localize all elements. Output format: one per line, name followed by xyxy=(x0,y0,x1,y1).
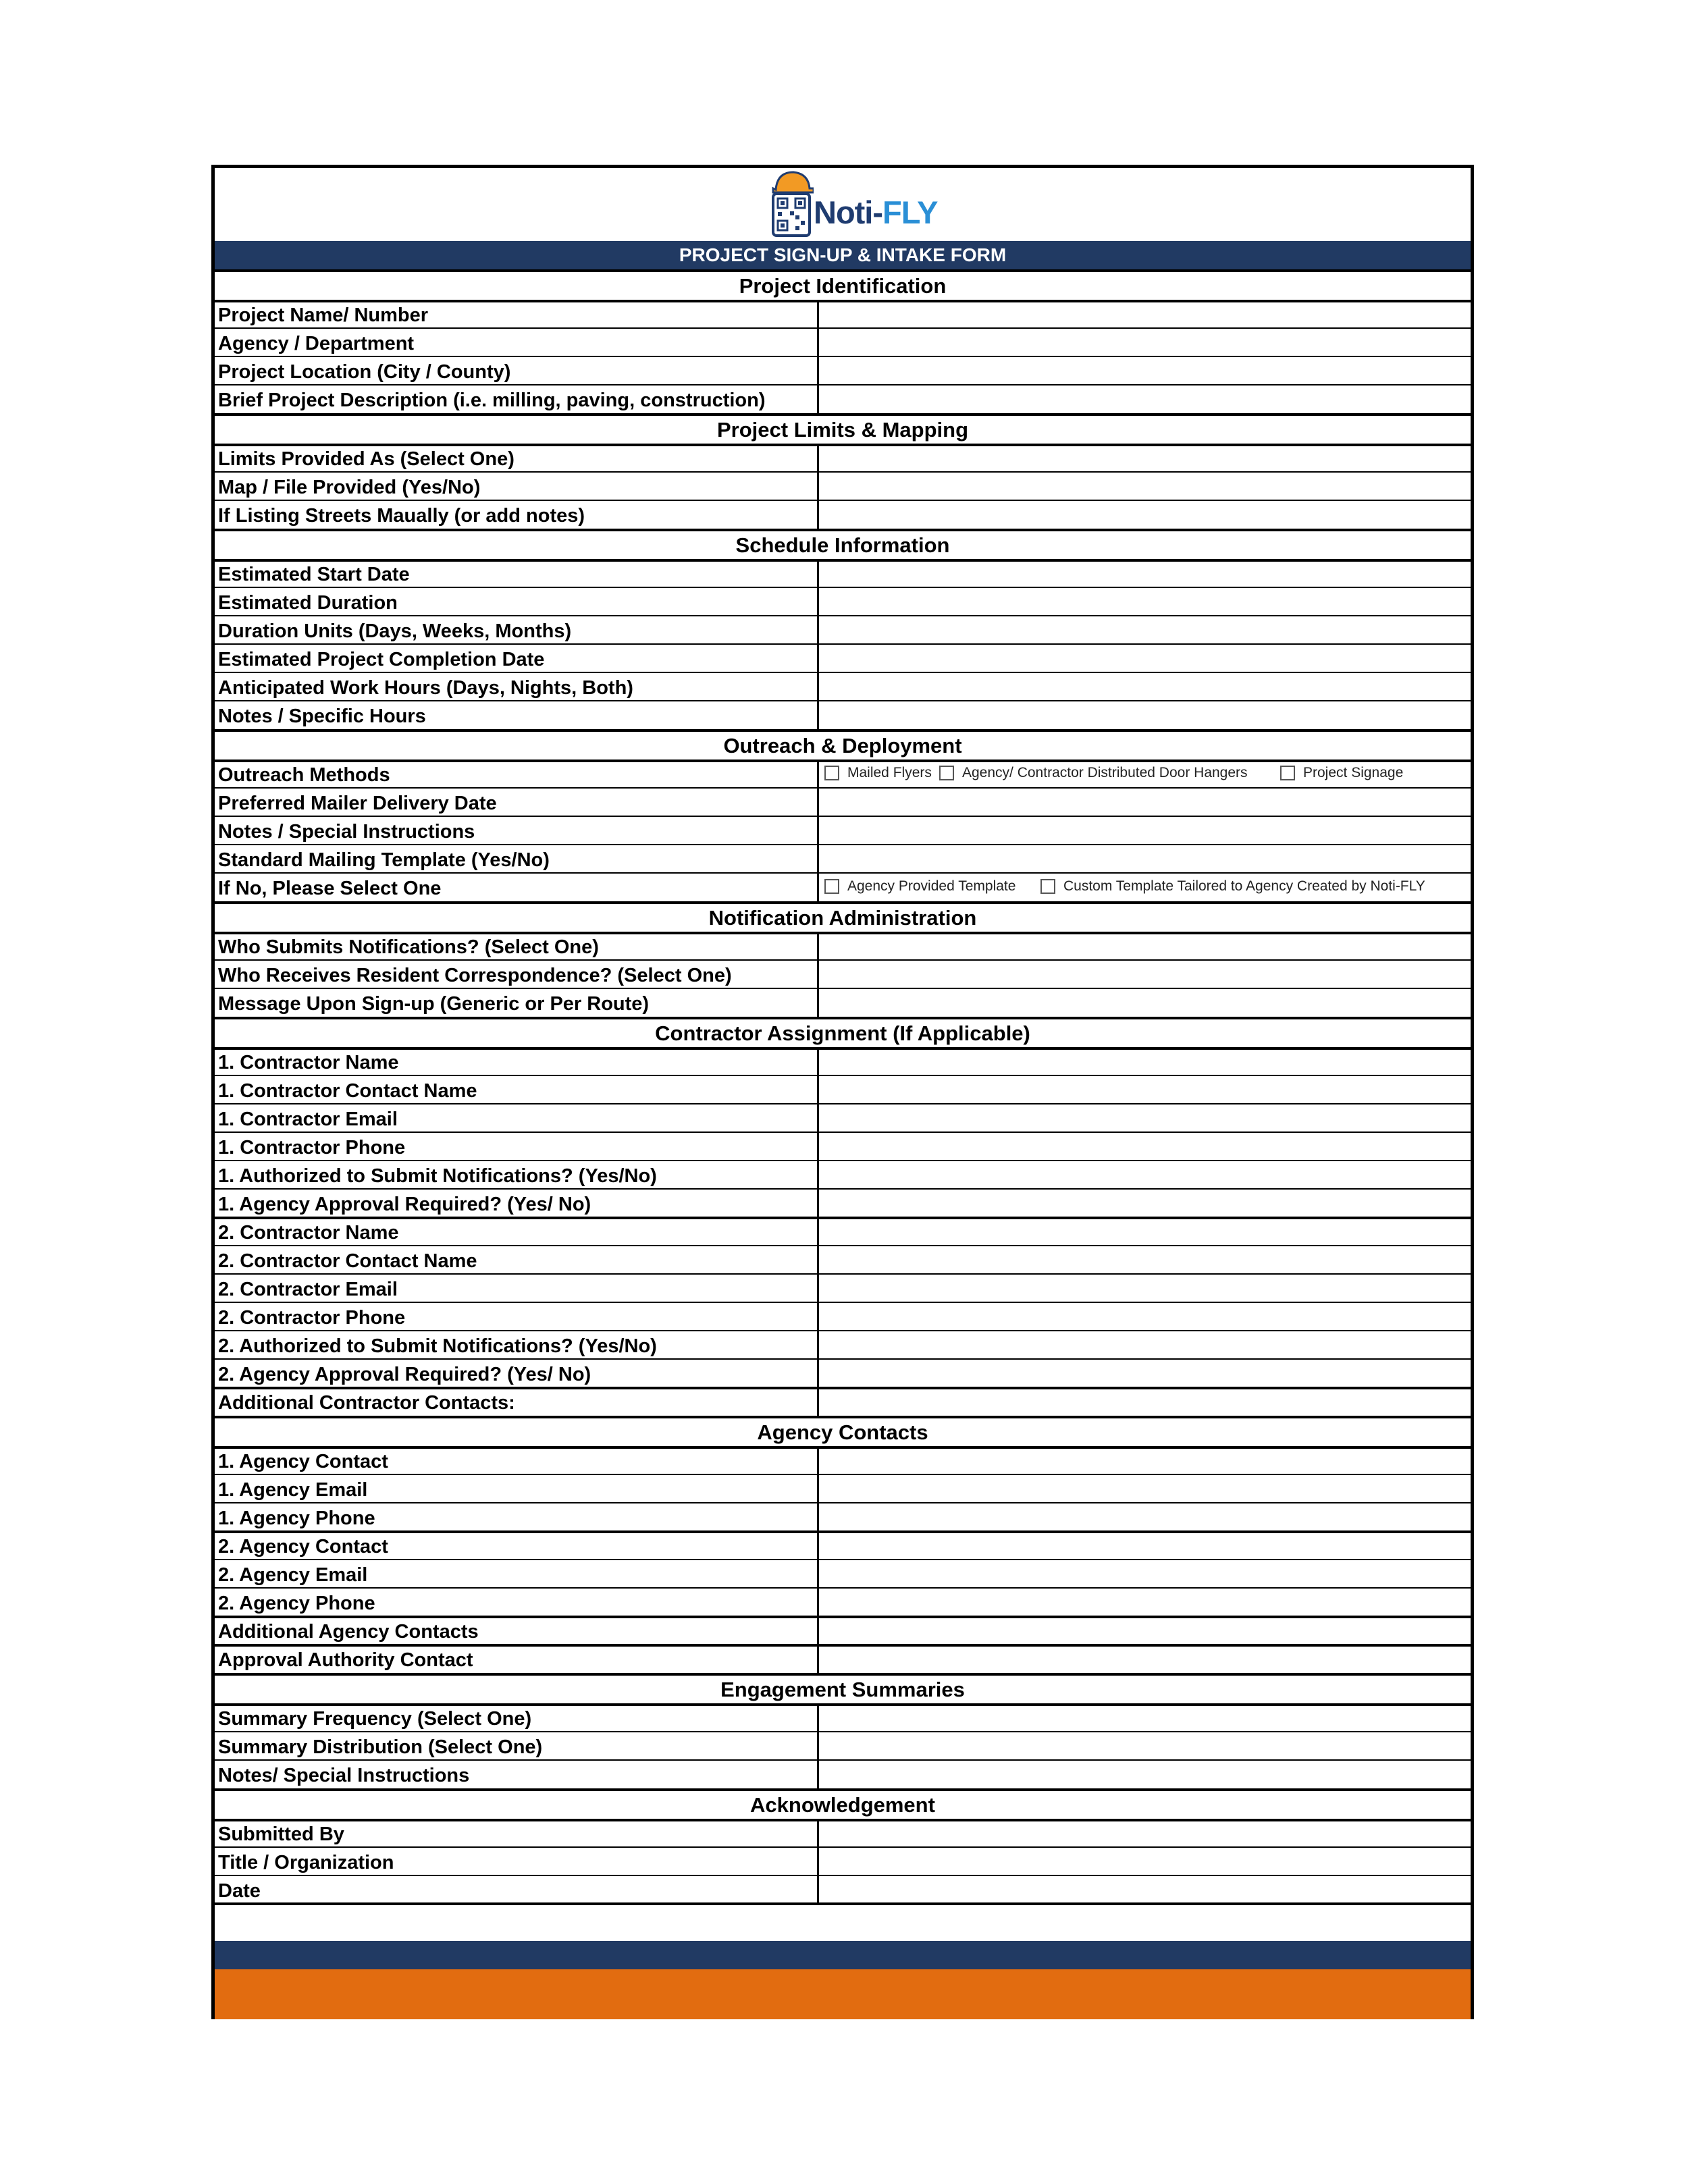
field-value-cell[interactable] xyxy=(819,1132,1471,1161)
form-row xyxy=(215,1560,1471,1588)
field-label: Additional Agency Contacts xyxy=(215,1616,819,1645)
checkbox-option[interactable] xyxy=(824,878,1016,895)
field-label: 2. Agency Email xyxy=(215,1560,819,1588)
checkbox-icon[interactable] xyxy=(824,766,839,780)
field-value-cell[interactable] xyxy=(819,1217,1471,1246)
field-value-cell[interactable] xyxy=(819,760,1471,788)
form-row xyxy=(215,644,1471,672)
field-value-cell[interactable] xyxy=(819,1875,1471,1904)
field-label: 2. Agency Approval Required? (Yes/ No) xyxy=(215,1359,819,1387)
field-label: Estimated Duration xyxy=(215,587,819,616)
field-value-cell[interactable] xyxy=(819,960,1471,988)
form-bottom-divider xyxy=(215,1902,1471,1905)
checkbox-icon[interactable] xyxy=(1040,879,1055,894)
field-value-cell[interactable] xyxy=(819,616,1471,644)
form-row xyxy=(215,356,1471,385)
form-row xyxy=(215,1246,1471,1274)
field-value-cell[interactable] xyxy=(819,472,1471,500)
form-row xyxy=(215,1387,1471,1416)
field-value-cell[interactable] xyxy=(819,1616,1471,1645)
field-value-cell[interactable] xyxy=(819,845,1471,873)
form-row xyxy=(215,1446,1471,1474)
form-row xyxy=(215,1645,1471,1673)
footer-orange-bar xyxy=(215,1969,1471,2019)
field-label: Message Upon Sign-up (Generic or Per Route) xyxy=(215,988,819,1017)
section-header: Agency Contacts xyxy=(215,1416,1471,1449)
field-label: 1. Contractor Contact Name xyxy=(215,1075,819,1104)
field-label: 1. Contractor Phone xyxy=(215,1132,819,1161)
form-row xyxy=(215,1588,1471,1616)
field-value-cell[interactable] xyxy=(819,932,1471,960)
field-label: 2. Authorized to Submit Notifications? (Yes/No) xyxy=(215,1331,819,1359)
brand-name: Noti-FLY xyxy=(814,194,938,230)
form-row xyxy=(215,701,1471,729)
field-value-cell[interactable] xyxy=(819,701,1471,729)
field-value-cell[interactable] xyxy=(819,1645,1471,1673)
form-row xyxy=(215,1274,1471,1302)
field-label: 2. Contractor Phone xyxy=(215,1302,819,1331)
form-row xyxy=(215,788,1471,816)
section-header: Engagement Summaries xyxy=(215,1673,1471,1706)
noti-fly-logo xyxy=(769,168,938,239)
form-row xyxy=(215,1075,1471,1104)
form-row xyxy=(215,1616,1471,1645)
field-label: Who Submits Notifications? (Select One) xyxy=(215,932,819,960)
field-value-cell[interactable] xyxy=(819,1847,1471,1875)
field-label: Additional Contractor Contacts: xyxy=(215,1387,819,1416)
form-row xyxy=(215,845,1471,873)
field-label: Map / File Provided (Yes/No) xyxy=(215,472,819,500)
section-header: Project Identification xyxy=(215,269,1471,302)
field-value-cell[interactable] xyxy=(819,644,1471,672)
checkbox-label: Mailed Flyers xyxy=(847,765,932,780)
form-row xyxy=(215,760,1471,788)
field-label: Project Location (City / County) xyxy=(215,356,819,385)
form-row xyxy=(215,1703,1471,1732)
checkbox-label: Project Signage xyxy=(1303,765,1404,780)
form-row xyxy=(215,1847,1471,1875)
field-label: Who Receives Resident Correspondence? (Select One) xyxy=(215,960,819,988)
field-value-cell[interactable] xyxy=(819,1446,1471,1474)
checkbox-option[interactable] xyxy=(824,765,932,781)
field-label: 1. Authorized to Submit Notifications? (Yes/No) xyxy=(215,1161,819,1189)
field-label: Notes / Specific Hours xyxy=(215,701,819,729)
field-value-cell[interactable] xyxy=(819,1474,1471,1503)
field-label: Date xyxy=(215,1875,819,1904)
field-value-cell[interactable] xyxy=(819,1047,1471,1075)
field-value-cell[interactable] xyxy=(819,1560,1471,1588)
form-row xyxy=(215,1217,1471,1246)
intake-form xyxy=(211,165,1474,2019)
field-label: Outreach Methods xyxy=(215,760,819,788)
form-row xyxy=(215,300,1471,328)
field-label: Project Name/ Number xyxy=(215,300,819,328)
field-value-cell[interactable] xyxy=(819,500,1471,529)
form-row xyxy=(215,328,1471,356)
field-label: Anticipated Work Hours (Days, Nights, Both) xyxy=(215,672,819,701)
form-row xyxy=(215,1047,1471,1075)
field-value-cell[interactable] xyxy=(819,672,1471,701)
field-label: 1. Contractor Name xyxy=(215,1047,819,1075)
field-value-cell[interactable] xyxy=(819,1274,1471,1302)
form-row xyxy=(215,1359,1471,1387)
form-row xyxy=(215,1161,1471,1189)
form-row xyxy=(215,1132,1471,1161)
field-value-cell[interactable] xyxy=(819,1387,1471,1416)
field-label: Notes/ Special Instructions xyxy=(215,1760,819,1788)
checkbox-option[interactable] xyxy=(939,765,1248,781)
field-value-cell[interactable] xyxy=(819,1189,1471,1217)
field-value-cell[interactable] xyxy=(819,1819,1471,1847)
field-label: Limits Provided As (Select One) xyxy=(215,444,819,472)
checkbox-label: Custom Template Tailored to Agency Created by Noti-FLY xyxy=(1063,878,1425,894)
section-header: Notification Administration xyxy=(215,901,1471,934)
form-row xyxy=(215,559,1471,587)
form-row xyxy=(215,385,1471,413)
field-value-cell[interactable] xyxy=(819,788,1471,816)
section-header: Outreach & Deployment xyxy=(215,729,1471,762)
field-value-cell[interactable] xyxy=(819,988,1471,1017)
section-header: Project Limits & Mapping xyxy=(215,413,1471,446)
form-row xyxy=(215,816,1471,845)
checkbox-label: Agency Provided Template xyxy=(847,878,1016,894)
field-label: 2. Contractor Contact Name xyxy=(215,1246,819,1274)
field-label: 1. Agency Contact xyxy=(215,1446,819,1474)
field-label: Preferred Mailer Delivery Date xyxy=(215,788,819,816)
field-label: Estimated Start Date xyxy=(215,559,819,587)
field-value-cell[interactable] xyxy=(819,1104,1471,1132)
field-value-cell[interactable] xyxy=(819,1075,1471,1104)
field-label: Duration Units (Days, Weeks, Months) xyxy=(215,616,819,644)
checkbox-option[interactable] xyxy=(1040,878,1425,895)
field-value-cell[interactable] xyxy=(819,873,1471,901)
field-value-cell[interactable] xyxy=(819,1531,1471,1560)
form-row xyxy=(215,1302,1471,1331)
form-row xyxy=(215,1760,1471,1788)
field-value-cell[interactable] xyxy=(819,1503,1471,1531)
field-value-cell[interactable] xyxy=(819,559,1471,587)
checkbox-icon[interactable] xyxy=(1280,766,1295,780)
field-value-cell[interactable] xyxy=(819,1732,1471,1760)
field-value-cell[interactable] xyxy=(819,1246,1471,1274)
field-label: 1. Contractor Email xyxy=(215,1104,819,1132)
field-value-cell[interactable] xyxy=(819,328,1471,356)
form-row xyxy=(215,960,1471,988)
field-value-cell[interactable] xyxy=(819,385,1471,413)
checkbox-label: Agency/ Contractor Distributed Door Hangers xyxy=(962,765,1248,780)
field-label: Summary Frequency (Select One) xyxy=(215,1703,819,1732)
form-row xyxy=(215,932,1471,960)
form-row xyxy=(215,873,1471,901)
field-label: Brief Project Description (i.e. milling, paving, construction) xyxy=(215,385,819,413)
field-label: Submitted By xyxy=(215,1819,819,1847)
field-label: Summary Distribution (Select One) xyxy=(215,1732,819,1760)
field-value-cell[interactable] xyxy=(819,356,1471,385)
field-label: 2. Agency Contact xyxy=(215,1531,819,1560)
form-row xyxy=(215,472,1471,500)
field-label: Standard Mailing Template (Yes/No) xyxy=(215,845,819,873)
form-title-banner: PROJECT SIGN-UP & INTAKE FORM xyxy=(215,241,1471,269)
field-value-cell[interactable] xyxy=(819,1760,1471,1788)
field-label: 2. Contractor Name xyxy=(215,1217,819,1246)
field-label: 1. Agency Phone xyxy=(215,1503,819,1531)
field-value-cell[interactable] xyxy=(819,1331,1471,1359)
footer-navy-bar xyxy=(215,1941,1471,1969)
field-label: Notes / Special Instructions xyxy=(215,816,819,845)
field-value-cell[interactable] xyxy=(819,300,1471,328)
field-label: 1. Agency Email xyxy=(215,1474,819,1503)
form-row xyxy=(215,500,1471,529)
form-row xyxy=(215,1104,1471,1132)
form-row xyxy=(215,616,1471,644)
section-header: Contractor Assignment (If Applicable) xyxy=(215,1017,1471,1050)
field-label: Approval Authority Contact xyxy=(215,1645,819,1673)
field-value-cell[interactable] xyxy=(819,1359,1471,1387)
hardhat-qr-icon xyxy=(769,168,814,239)
form-row xyxy=(215,1819,1471,1847)
form-row xyxy=(215,444,1471,472)
field-label: Estimated Project Completion Date xyxy=(215,644,819,672)
checkbox-icon[interactable] xyxy=(824,879,839,894)
field-label: Agency / Department xyxy=(215,328,819,356)
field-label: If No, Please Select One xyxy=(215,873,819,901)
field-value-cell[interactable] xyxy=(819,1588,1471,1616)
form-row xyxy=(215,587,1471,616)
form-row xyxy=(215,1732,1471,1760)
field-value-cell[interactable] xyxy=(819,444,1471,472)
field-value-cell[interactable] xyxy=(819,1161,1471,1189)
form-row xyxy=(215,988,1471,1017)
checkbox-option[interactable] xyxy=(1280,765,1403,781)
form-row xyxy=(215,1189,1471,1217)
field-label: 1. Agency Approval Required? (Yes/ No) xyxy=(215,1189,819,1217)
section-header: Schedule Information xyxy=(215,529,1471,562)
field-label: Title / Organization xyxy=(215,1847,819,1875)
form-row xyxy=(215,1531,1471,1560)
field-value-cell[interactable] xyxy=(819,587,1471,616)
field-value-cell[interactable] xyxy=(819,1703,1471,1732)
logo-header xyxy=(215,168,1471,242)
form-row xyxy=(215,672,1471,701)
section-header: Acknowledgement xyxy=(215,1788,1471,1821)
field-label: If Listing Streets Maually (or add notes) xyxy=(215,500,819,529)
form-row xyxy=(215,1331,1471,1359)
field-value-cell[interactable] xyxy=(819,1302,1471,1331)
field-label: 2. Agency Phone xyxy=(215,1588,819,1616)
field-label: 2. Contractor Email xyxy=(215,1274,819,1302)
form-row xyxy=(215,1875,1471,1904)
form-row xyxy=(215,1503,1471,1531)
form-row xyxy=(215,1474,1471,1503)
field-value-cell[interactable] xyxy=(819,816,1471,845)
checkbox-icon[interactable] xyxy=(939,766,954,780)
